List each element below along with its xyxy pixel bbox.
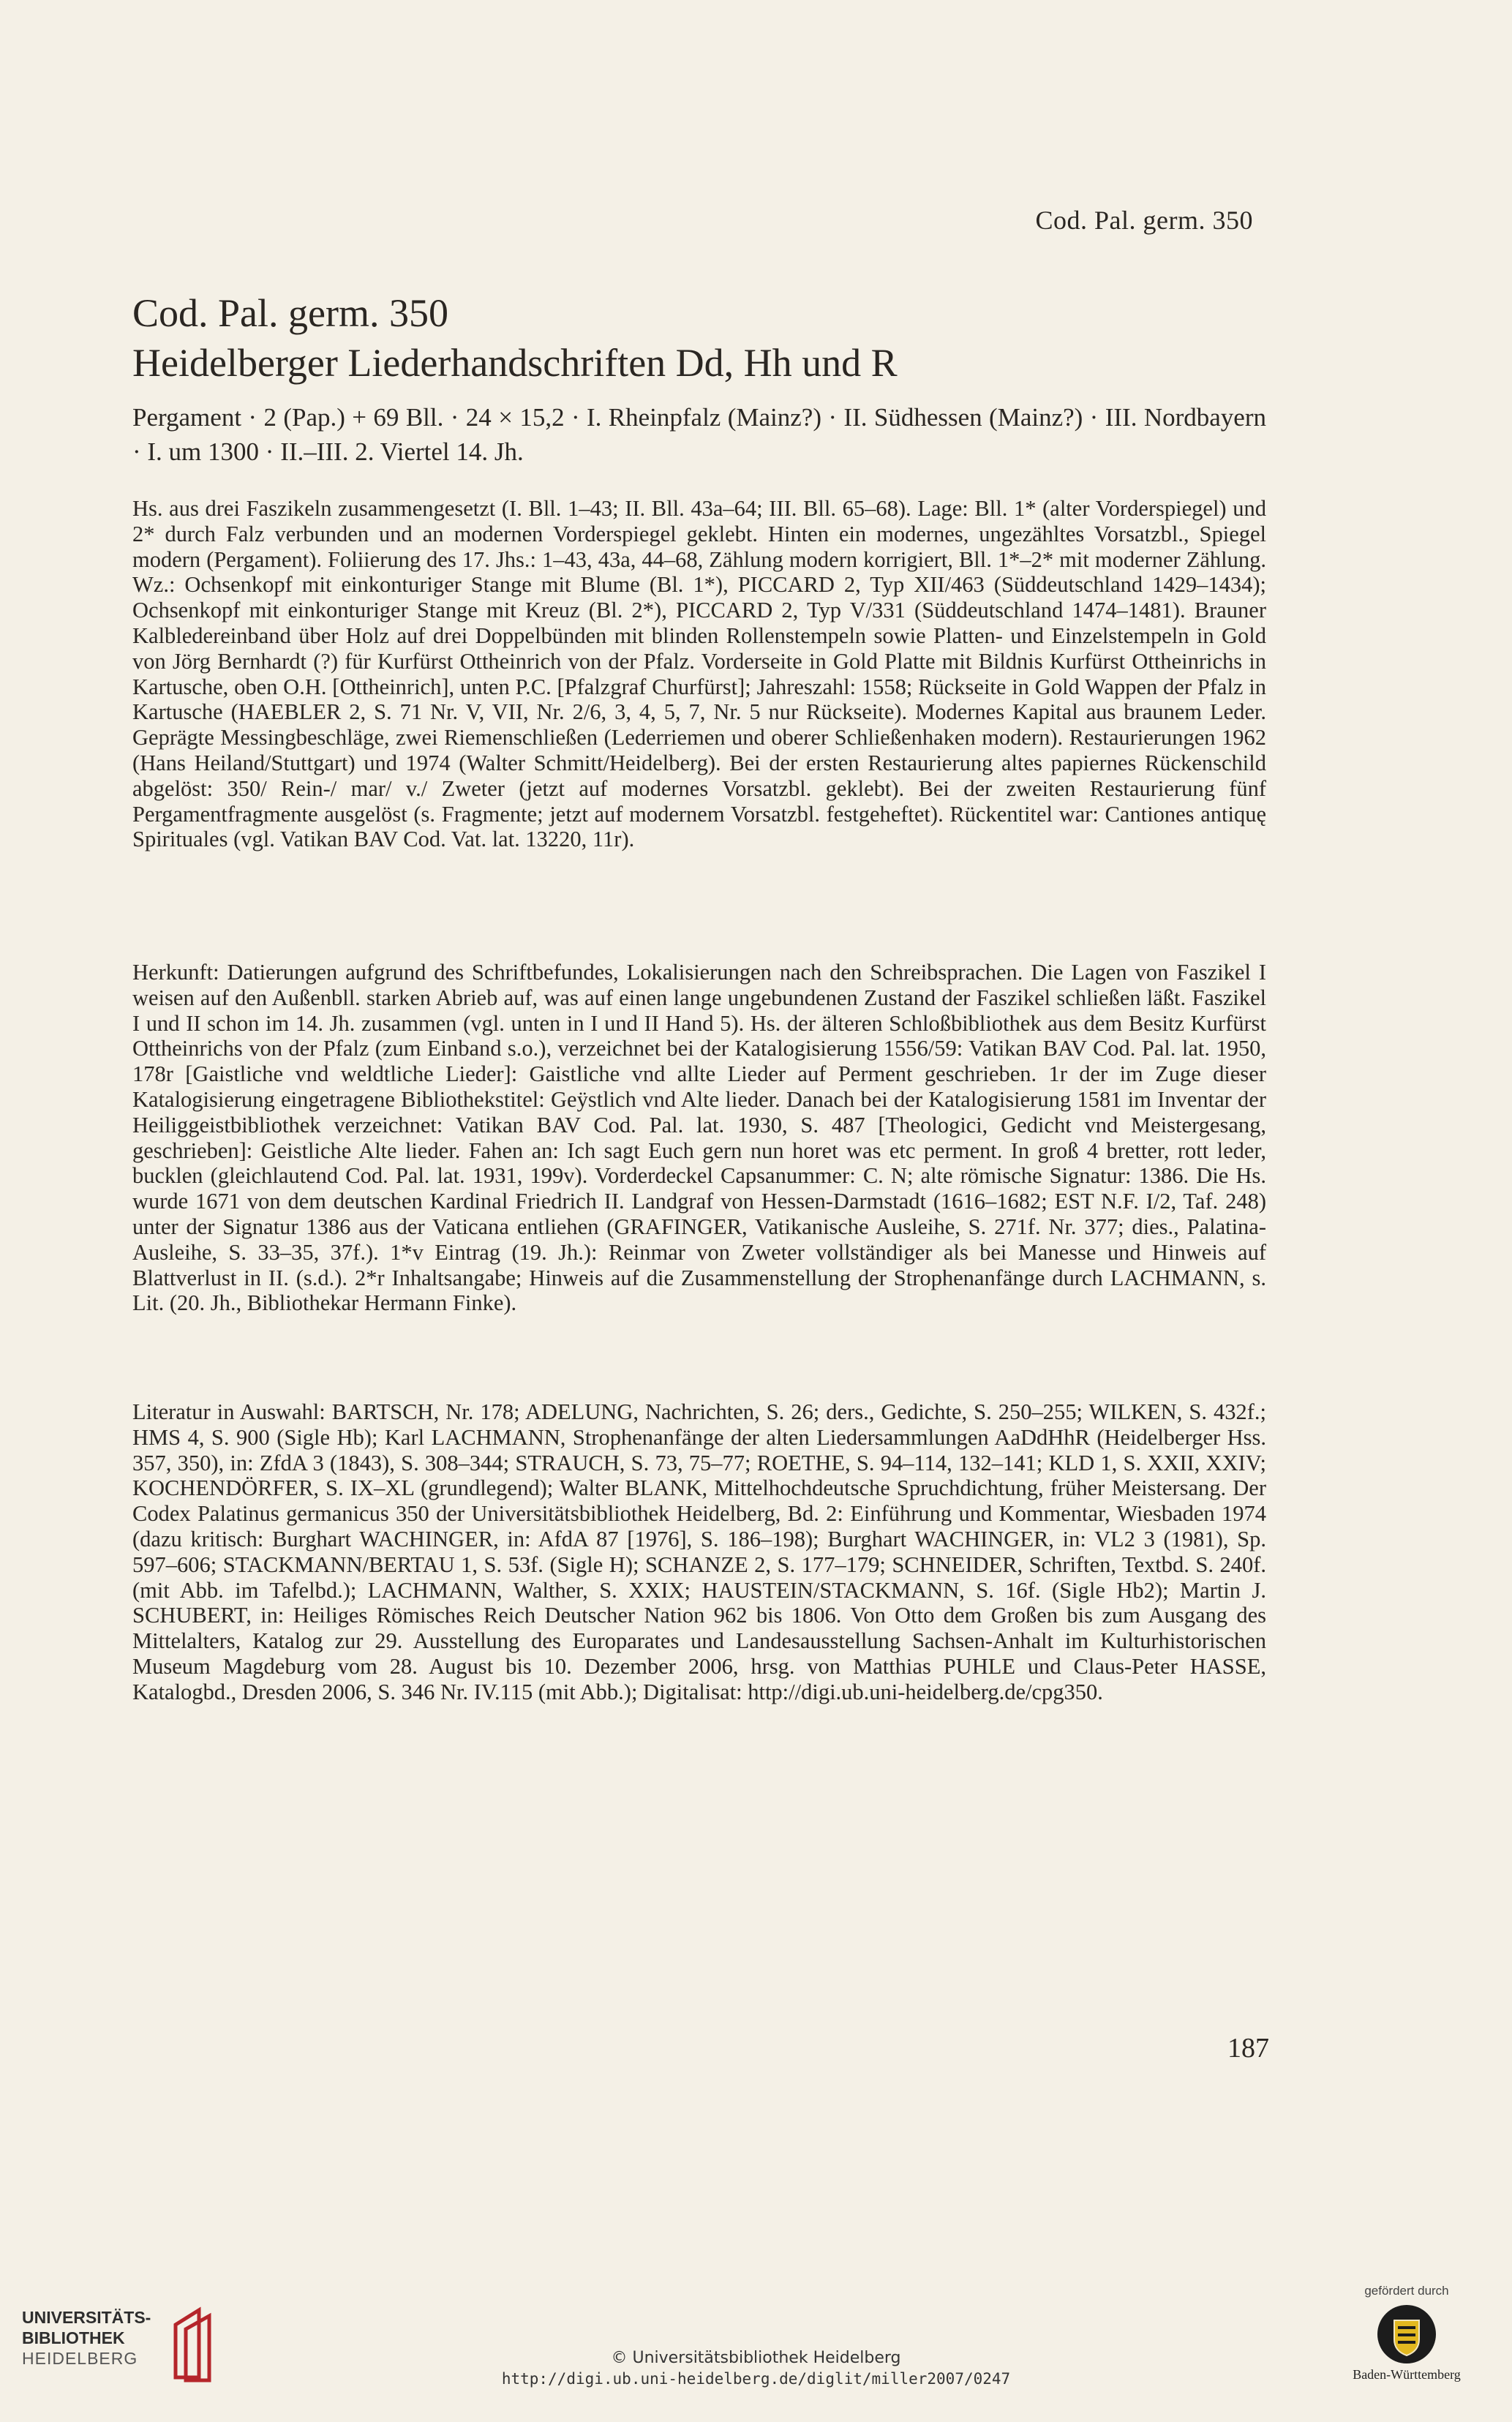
entry-signature: Cod. Pal. germ. 350: [132, 291, 448, 335]
entry-header: [132, 289, 1266, 469]
footer: [0, 2282, 1512, 2422]
provenance-paragraph: Herkunft: Datierungen aufgrund des Schriftbefundes, Lokalisierungen nach den Schreibsprachen. Die Lagen von Faszikel I weisen auf den Außenbll. starken Abrieb auf, was auf einen lange ungebundenen Zustand der Faszikel schließen läßt. Faszikel I und II schon im 14. Jh. zusammen (vgl. unten in I und II Hand 5). Hs. der älteren Schloßbibliothek aus dem Besitz Kurfürst Ottheinrichs von der Pfalz (zum Einband s.o.), verzeichnet bei der Katalogisierung 1556/59: Vatikan BAV Cod. Pal. lat. 1950, 178r [Gaistliche vnd weldtliche Lieder]: Gaistliche vnd allte Lieder auf Perment geschrieben. 1r der im Zuge dieser Katalogisierung eingetragene Bibliothekstitel: Geÿstlich vnd Alte lieder. Danach bei der Katalogisierung 1581 im Inventar der Heiliggeistbibliothek verzeichnet: Vatikan BAV Cod. Pal. lat. 1930, S. 487 [Theologici, Gedicht vnd Meistergesang, geschrieben]: Geistliche Alte lieder. Fahen an: Ich sagt Euch gern nun horet was etc perment. In groß 4 bretter, rott leder, bucklen (gleichlautend Cod. Pal. lat. 1931, 199v). Vorderdeckel Capsanummer: C. N; alte römische Signatur: 1386. Die Hs. wurde 1671 von dem deutschen Kardinal Friedrich II. Landgraf von Hessen-Darmstadt (1616–1682; EST N.F. I/2, Taf. 248) unter der Signatur 1386 aus der Vaticana entliehen (GRAFINGER, Vatikanische Ausleihe, S. 271f. Nr. 377; dies., Palatina-Ausleihe, S. 33–35, 37f.). 1*v Eintrag (19. Jh.): Reinmar von Zweter vollständiger als bei Manesse und Hinweis auf Blattverlust in II. (s.d.). 2*r Inhaltsangabe; Hinweis auf die Zusammenstellung der Strophenanfänge durch LACHMANN, s. Lit. (20. Jh., Bibliothekar Hermann Finke).: [132, 960, 1266, 1316]
permalink-url[interactable]: http://digi.ub.uni-heidelberg.de/diglit/miller2007/0247: [501, 2370, 1011, 2388]
page-number: 187: [1227, 2033, 1269, 2064]
funder-block: [1323, 2284, 1491, 2419]
state-coat-of-arms-icon: [1375, 2303, 1438, 2366]
footer-credits: [0, 2348, 1512, 2389]
literature-paragraph: Literatur in Auswahl: BARTSCH, Nr. 178; ADELUNG, Nachrichten, S. 26; ders., Gedichte, S. 250–255; WILKEN, S. 432f.; HMS 4, S. 900 (Sigle Hb); Karl LACHMANN, Strophenanfänge der alten Liedersammlungen AaDdHhR (Heidelberger Hss. 357, 350), in: ZfdA 3 (1843), S. 308–344; STRAUCH, S. 73, 75–77; ROETHE, S. 94–114, 132–141; KLD 1, S. XXII, XXIV; KOCHENDÖRFER, S. IX–XL (grundlegend); Walter BLANK, Mittelhochdeutsche Spruchdichtung, früher Meistersang. Der Codex Palatinus germanicus 350 der Universitätsbibliothek Heidelberg, Bd. 2: Einführung und Kommentar, Wiesbaden 1974 (dazu kritisch: Burghart WACHINGER, in: AfdA 87 [1976], S. 186–198); Burghart WACHINGER, in: VL2 3 (1981), Sp. 597–606; STACKMANN/BERTAU 1, S. 53f. (Sigle H); SCHANZE 2, S. 177–179; SCHNEIDER, Schriften, Textbd. S. 240f. (mit Abb. im Tafelbd.); LACHMANN, Walther, S. XXIX; HAUSTEIN/STACKMANN, S. 16f. (Sigle Hb2); Martin J. SCHUBERT, in: Heiliges Römisches Reich Deutscher Nation 962 bis 1806. Von Otto dem Großen bis zum Ausgang des Mittelalters, Katalog zur 29. Ausstellung des Europarates und Landesausstellung Sachsen-Anhalt im Kulturhistorischen Museum Magdeburg vom 28. August bis 10. Dezember 2006, hrsg. von Matthias PUHLE und Claus-Peter HASSE, Katalogbd., Dresden 2006, S. 346 Nr. IV.115 (mit Abb.); Digitalisat: http://digi.ub.uni-heidelberg.de/cpg350.: [132, 1399, 1266, 1704]
library-name-line2: BIBLIOTHEK: [22, 2328, 125, 2347]
entry-subtitle: Pergament · 2 (Pap.) + 69 Bll. · 24 × 15,2 · I. Rheinpfalz (Mainz?) · II. Südhessen (Mainz?) · III. Nordbayern · I. um 1300 · II.–III. 2. Viertel 14. Jh.: [132, 403, 1266, 466]
funded-by-label: gefördert durch: [1364, 2284, 1449, 2298]
entry-title: Heidelberger Liederhandschriften Dd, Hh und R: [132, 341, 898, 385]
library-name-line1: UNIVERSITÄTS-: [22, 2308, 151, 2327]
library-name-line3: HEIDELBERG: [22, 2349, 138, 2368]
funder-name: Baden-Württemberg: [1353, 2367, 1461, 2382]
codicology-paragraph: Hs. aus drei Faszikeln zusammengesetzt (I. Bll. 1–43; II. Bll. 43a–64; III. Bll. 65–68). Lage: Bll. 1* (alter Vorderspiegel) und 2* durch Falz verbunden und an modernen Vorderspiegel geklebt. Hinten ein modernes, ungezähltes Vorsatzbl., Spiegel modern (Pergament). Foliierung des 17. Jhs.: 1–43, 43a, 44–68, Zählung modern korrigiert, Bll. 1*–2* mit moderner Zählung. Wz.: Ochsenkopf mit einkonturiger Stange mit Blume (Bl. 1*), PICCARD 2, Typ XII/463 (Süddeutschland 1429–1434); Ochsenkopf mit einkonturiger Stange mit Kreuz (Bl. 2*), PICCARD 2, Typ V/331 (Süddeutschland 1474–1481). Brauner Kalbledereinband über Holz auf drei Doppelbünden mit blinden Rollenstempeln sowie Platten- und Einzelstempeln in Gold von Jörg Bernhardt (?) für Kurfürst Ottheinrich von der Pfalz. Vorderseite in Gold Platte mit Bildnis Kurfürst Ottheinrichs in Kartusche, oben O.H. [Ottheinrich], unten P.C. [Pfalzgraf Churfürst]; Jahreszahl: 1558; Rückseite in Gold Wappen der Pfalz in Kartusche (HAEBLER 2, S. 71 Nr. V, VII, Nr. 2/6, 3, 4, 5, 7, Nr. 5 nur Rückseite). Modernes Kapital aus braunem Leder. Geprägte Messingbeschläge, zwei Riemenschließen (Lederriemen und oberer Schließenhaken modern). Restaurierungen 1962 (Hans Heiland/Stuttgart) und 1974 (Walter Schmitt/Heidelberg). Bei der ersten Restaurierung altes papiernes Rückenschild abgelöst: 350/ Rein-/ mar/ v./ Zweter (jetzt auf modernes Vorsatzbl. geklebt). Bei der zweiten Restaurierung fünf Pergamentfragmente ausgelöst (s. Fragmente; jetzt auf modernem Vorsatzbl. festgeheftet). Rückentitel war: Cantiones antiquę Spirituales (vgl. Vatikan BAV Cod. Vat. lat. 13220, 11r).: [132, 496, 1266, 852]
copyright-notice: © Universitätsbibliothek Heidelberg: [611, 2349, 901, 2367]
running-head: Cod. Pal. germ. 350: [1035, 206, 1253, 235]
